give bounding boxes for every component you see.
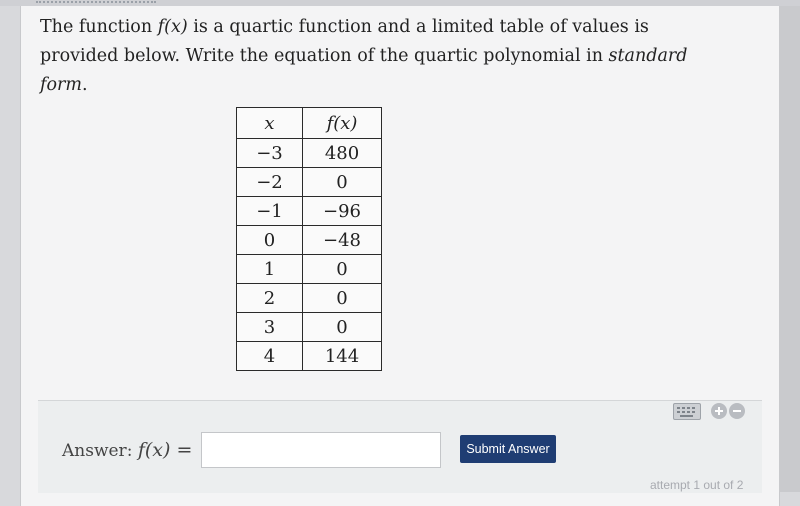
question-end: . [81,75,88,95]
table-row [237,197,382,226]
fx-cell: −48 [303,226,382,255]
table-header-row [237,108,382,139]
table-row [237,255,382,284]
fx-cell: 0 [303,255,382,284]
fx-cell: 0 [303,284,382,313]
x-cell: −1 [237,197,303,226]
fx-cell: −96 [303,197,382,226]
x-cell: 2 [237,284,303,313]
table-row [237,313,382,342]
answer-input[interactable] [201,432,441,468]
fx-cell: 0 [303,313,382,342]
values-table [236,107,382,371]
answer-label-text: Answer: [62,441,138,461]
fx-cell: 480 [303,139,382,168]
answer-label [62,439,192,461]
table-row [237,226,382,255]
x-cell: 4 [237,342,303,371]
submit-answer-button[interactable]: Submit Answer [460,435,556,463]
question-middle: is a quartic function and a limited table of values is provided below. Write the equation of the quartic polynomial in [40,17,649,66]
x-cell: 1 [237,255,303,284]
table-row [237,284,382,313]
x-cell: 0 [237,226,303,255]
table-row [237,168,382,197]
table-row [237,139,382,168]
fx-cell: 144 [303,342,382,371]
question-intro: The function [40,17,158,37]
right-shadow [779,6,800,492]
x-cell: −2 [237,168,303,197]
answer-function: f(x) = [137,439,193,461]
x-cell: −3 [237,139,303,168]
keyboard-icon[interactable] [673,403,701,420]
plus-minus-icon[interactable] [710,402,746,420]
fx-cell: 0 [303,168,382,197]
header-fx: f(x) [303,108,382,139]
question-emphasis: standard form [40,46,688,95]
attempt-counter: attempt 1 out of 2 [650,478,744,492]
question-function: f(x) [157,17,188,37]
question-text [40,13,730,100]
table-row [237,342,382,371]
header-x: x [237,108,303,139]
x-cell: 3 [237,313,303,342]
top-dotted-divider [36,1,156,3]
